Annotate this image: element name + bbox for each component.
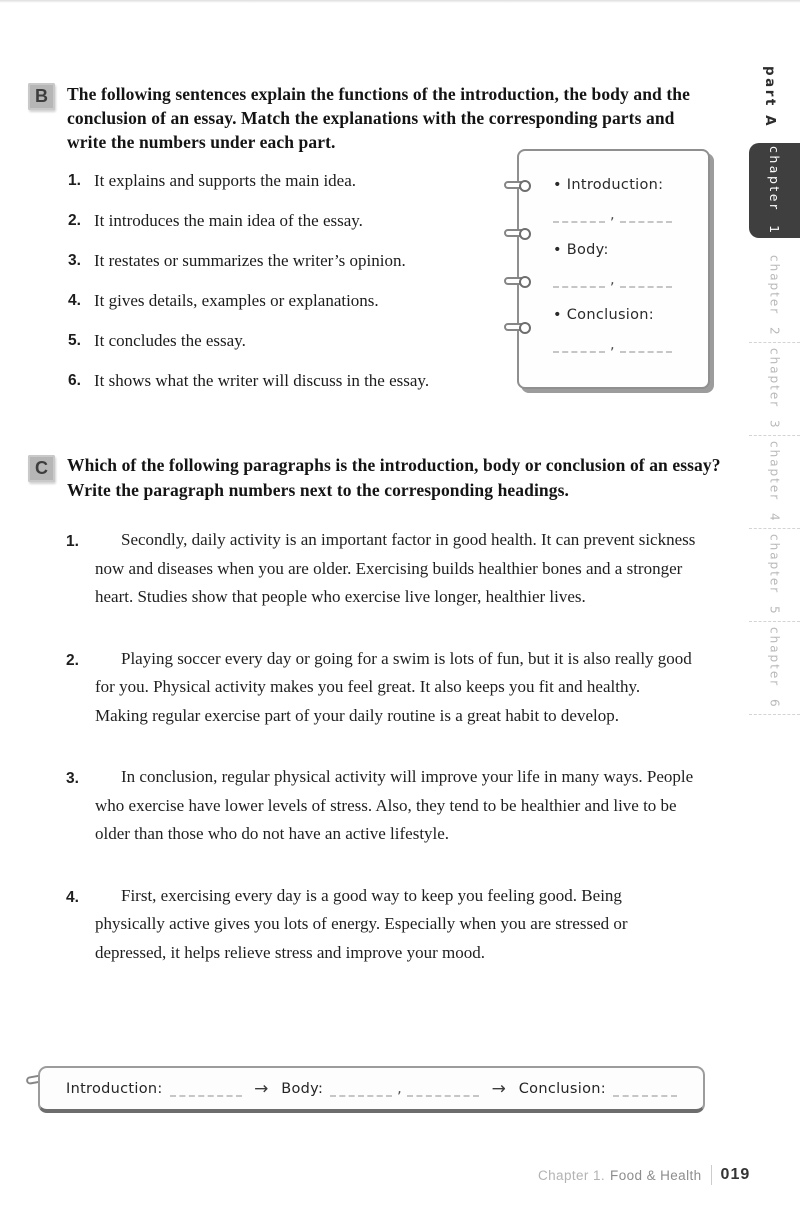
paragraph [66, 882, 706, 968]
paragraph-number: 3. [66, 770, 79, 787]
paragraph [66, 526, 706, 612]
item-number: 6. [68, 372, 81, 389]
binder-ring-icon [504, 323, 528, 331]
paragraph [66, 763, 706, 849]
answer-blank [553, 341, 605, 353]
section-b-label: B [28, 83, 55, 110]
answer-blank [553, 276, 605, 288]
answer-intro-group [66, 1081, 242, 1097]
answer-blank [613, 1085, 677, 1097]
answer-blank [553, 211, 605, 223]
list-item [68, 369, 538, 392]
paragraph-text: Playing soccer every day or going for a swim is lots of fun, but it is also really good for you. Physical activity makes you feel great. It also keeps you fit and healthy. Making regular exercise part of your daily routine is a great habit to develop. [95, 648, 692, 725]
section-b-instructions: The following sentences explain the functions of the introduction, the body and the conclusion of an essay. Match the explanations with the corresponding parts and write the numbers under each part. [67, 84, 690, 152]
item-number: 3. [68, 252, 81, 269]
binder-ring-icon [504, 181, 528, 189]
sidebar-tab-chapter-3 [749, 343, 800, 436]
sidebar-tab-chapter-6 [749, 622, 800, 715]
notepad-heading-introduction: • Introduction: [553, 177, 664, 193]
sidebar-tab-label: chapter 4 [767, 441, 782, 523]
sidebar-tab-label: chapter 3 [767, 348, 782, 430]
notepad-answer-blanks [553, 338, 696, 353]
blank-separator: , [610, 207, 615, 223]
item-number: 5. [68, 332, 81, 349]
sidebar-chapter-list [749, 250, 800, 715]
list-item [68, 169, 538, 192]
arrow-icon: → [491, 1078, 507, 1099]
body-label: Body: [281, 1080, 324, 1097]
sidebar-tab-chapter-1 [749, 143, 800, 238]
notepad-heading-conclusion: • Conclusion: [553, 307, 654, 323]
sidebar-tab-label: chapter 1 [767, 145, 782, 236]
conclusion-label: Conclusion: [518, 1080, 606, 1097]
list-item [68, 249, 538, 272]
sidebar-part-label: part A [762, 66, 778, 129]
item-number: 2. [68, 212, 81, 229]
sentence-list [68, 169, 538, 409]
blank-separator: , [610, 337, 615, 353]
paragraph-text: In conclusion, regular physical activity will improve your life in many ways. People who exercise have lower levels of stress. Also, they tend to be healthier and live to be older than those who do not have an active lifestyle. [95, 767, 694, 843]
notepad [517, 149, 710, 389]
paragraph-number: 2. [66, 651, 79, 669]
paragraph-list [66, 526, 706, 1000]
footer-chapter-title: Food & Health [610, 1167, 702, 1183]
footer-divider [711, 1165, 712, 1185]
paragraph-number: 4. [66, 888, 79, 906]
item-number: 4. [68, 292, 81, 309]
paragraph-text: Secondly, daily activity is an important factor in good health. It can prevent sickness now and diseases when you are older. Exercising builds healthier bones and a stronger heart. Studies show that people who exercise live longer, healthier lives. [95, 530, 696, 606]
blank-separator: , [610, 272, 615, 288]
binder-ring-icon [504, 229, 528, 237]
notepad-answer-blanks [553, 273, 696, 288]
answer-blank [620, 211, 672, 223]
item-text: It gives details, examples or explanations. [94, 291, 379, 310]
item-text: It concludes the essay. [94, 331, 246, 350]
answer-blank [170, 1085, 242, 1097]
sidebar-tab-label: chapter 6 [767, 627, 782, 709]
section-c-instructions: Which of the following paragraphs is the introduction, body or conclusion of an essay? Write the paragraph numbers next to the corresponding headings. [67, 455, 721, 500]
paragraph-number: 1. [66, 533, 79, 550]
page-footer [538, 1163, 750, 1187]
answer-conclusion-group [519, 1081, 677, 1097]
answer-blank [330, 1085, 392, 1097]
answer-blank [407, 1085, 479, 1097]
answer-body-group [281, 1081, 479, 1097]
list-item [68, 289, 538, 312]
item-text: It restates or summarizes the writer’s opinion. [94, 251, 406, 270]
paragraph [66, 645, 706, 731]
notepad-heading-body: • Body: [553, 242, 609, 258]
notepad-content [519, 151, 708, 353]
item-number: 1. [68, 172, 81, 189]
item-text: It introduces the main idea of the essay. [94, 211, 363, 230]
answer-blank [620, 276, 672, 288]
arrow-icon: → [254, 1078, 269, 1099]
sidebar-tab-chapter-4 [749, 436, 800, 529]
footer-chapter-label: Chapter 1. [538, 1167, 606, 1183]
answer-summary-bar [38, 1066, 705, 1113]
sidebar-tab-label: chapter 5 [767, 534, 782, 616]
sidebar-tab-label: chapter 2 [767, 255, 782, 337]
list-item [68, 329, 538, 352]
page-number: 019 [720, 1166, 751, 1183]
item-text: It explains and supports the main idea. [94, 171, 357, 190]
binder-ring-icon [504, 277, 528, 285]
notepad-answer-blanks [553, 208, 696, 223]
section-c-label: C [28, 455, 55, 482]
sidebar-tab-chapter-5 [749, 529, 800, 622]
paragraph-text: First, exercising every day is a good way to keep you feeling good. Being physically active gives you lots of energy. Especially when you are stressed or depressed, it helps relieve stress and improve your mood. [95, 885, 628, 962]
list-item [68, 209, 538, 232]
answer-blank [620, 341, 672, 353]
item-text: It shows what the writer will discuss in the essay. [94, 371, 430, 390]
sidebar-tab-chapter-2 [749, 250, 800, 343]
blank-separator: , [397, 1080, 403, 1097]
intro-label: Introduction: [66, 1080, 163, 1097]
